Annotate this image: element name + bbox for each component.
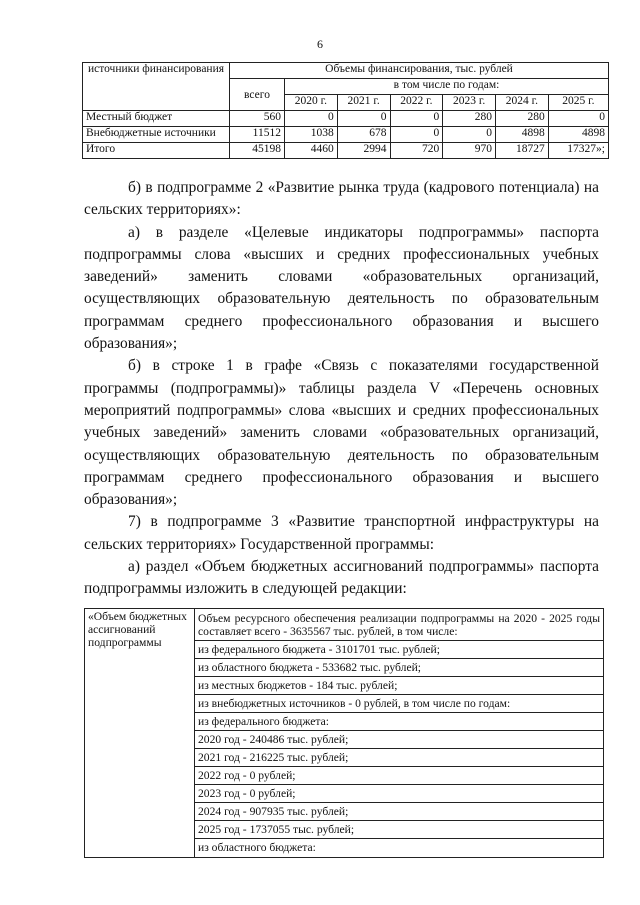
cell-value: 18727 [496, 143, 549, 159]
resources-line: из федерального бюджета - 3101701 тыс. рублей; [195, 641, 603, 659]
cell-value: 0 [548, 111, 608, 127]
cell-value: 678 [337, 127, 390, 143]
cell-value: 970 [443, 143, 496, 159]
resources-line: 2020 год - 240486 тыс. рублей; [195, 731, 603, 749]
resources-content [195, 609, 604, 858]
header-by-years: в том числе по годам: [285, 79, 609, 95]
cell-value: 280 [496, 111, 549, 127]
header-year: 2020 г. [285, 95, 338, 111]
row-label: Внебюджетные источники [83, 127, 230, 143]
cell-total: 11512 [230, 127, 285, 143]
table-row [83, 127, 609, 143]
cell-value: 0 [390, 127, 443, 143]
cell-value: 2994 [337, 143, 390, 159]
resources-line: из федерального бюджета: [195, 713, 603, 731]
resources-line: 2021 год - 216225 тыс. рублей; [195, 749, 603, 767]
cell-total: 45198 [230, 143, 285, 159]
resources-line: Объем ресурсного обеспечения реализации подпрограммы на 2020 - 2025 годы составляет всего - 3635567 тыс. рублей, в том числе: [195, 610, 603, 641]
resources-line: из внебюджетных источников - 0 рублей, в том числе по годам: [195, 695, 603, 713]
paragraph: 7) в подпрограмме 3 «Развитие транспортной инфраструктуры на сельских территориях» Государственной программы: [84, 513, 599, 553]
paragraph: б) в подпрограмме 2 «Развитие рынка труда (кадрового потенциала) на сельских территориях»: [84, 179, 599, 219]
cell-value: 4898 [548, 127, 608, 143]
paragraph: а) раздел «Объем бюджетных ассигнований подпрограммы» паспорта подпрограммы изложить в следующей редакции: [84, 558, 599, 598]
header-total: всего [230, 79, 285, 111]
resources-line: 2023 год - 0 рублей; [195, 785, 603, 803]
resources-table [84, 608, 604, 858]
table-row [83, 143, 609, 159]
cell-value: 0 [285, 111, 338, 127]
cell-value: 0 [337, 111, 390, 127]
cell-value: 0 [443, 127, 496, 143]
resources-line: из областного бюджета: [198, 841, 316, 854]
header-year: 2022 г. [390, 95, 443, 111]
financing-table [82, 62, 609, 159]
paragraph: а) в разделе «Целевые индикаторы подпрограммы» паспорта подпрограммы слова «высших и средних профессиональных учебных заведений» заменить словами «образовательных организаций, осуществляющих образовательную деятельность по образовательным программам среднего профессионального образования и высшего образования»; [84, 223, 599, 353]
cell-value: 720 [390, 143, 443, 159]
cell-value: 1038 [285, 127, 338, 143]
resources-label: «Объем бюджетных ассигнований подпрограммы [85, 609, 195, 858]
cell-value: 17327»; [548, 143, 608, 159]
cell-value: 0 [390, 111, 443, 127]
resources-line: 2022 год - 0 рублей; [195, 767, 603, 785]
row-label: Итого [83, 143, 230, 159]
row-label: Местный бюджет [83, 111, 230, 127]
header-source: источники финансирования [83, 63, 230, 111]
header-year: 2021 г. [337, 95, 390, 111]
resources-line: 2024 год - 907935 тыс. рублей; [195, 803, 603, 821]
paragraph: б) в строке 1 в графе «Связь с показателями государственной программы (подпрограммы)» таблицы раздела V «Перечень основных мероприятий подпрограммы» слова «высших и средних профессиональных учебных заведений» заменить словами «образовательных организаций, осуществляющих образовательную деятельность по образовательным программам среднего профессионального образования и высшего образования»; [84, 357, 599, 509]
cell-total: 560 [230, 111, 285, 127]
resources-line: из местных бюджетов - 184 тыс. рублей; [195, 677, 603, 695]
header-year: 2023 г. [443, 95, 496, 111]
cell-value: 280 [443, 111, 496, 127]
cell-value: 4898 [496, 127, 549, 143]
header-year: 2025 г. [548, 95, 608, 111]
header-year: 2024 г. [496, 95, 549, 111]
resources-line: из областного бюджета - 533682 тыс. рублей; [195, 659, 603, 677]
cell-value: 4460 [285, 143, 338, 159]
page-number: 6 [317, 37, 323, 51]
table-row [83, 111, 609, 127]
body-text [84, 177, 599, 601]
resources-line: 2025 год - 1737055 тыс. рублей; [195, 821, 603, 839]
header-volume: Объемы финансирования, тыс. рублей [230, 63, 609, 79]
